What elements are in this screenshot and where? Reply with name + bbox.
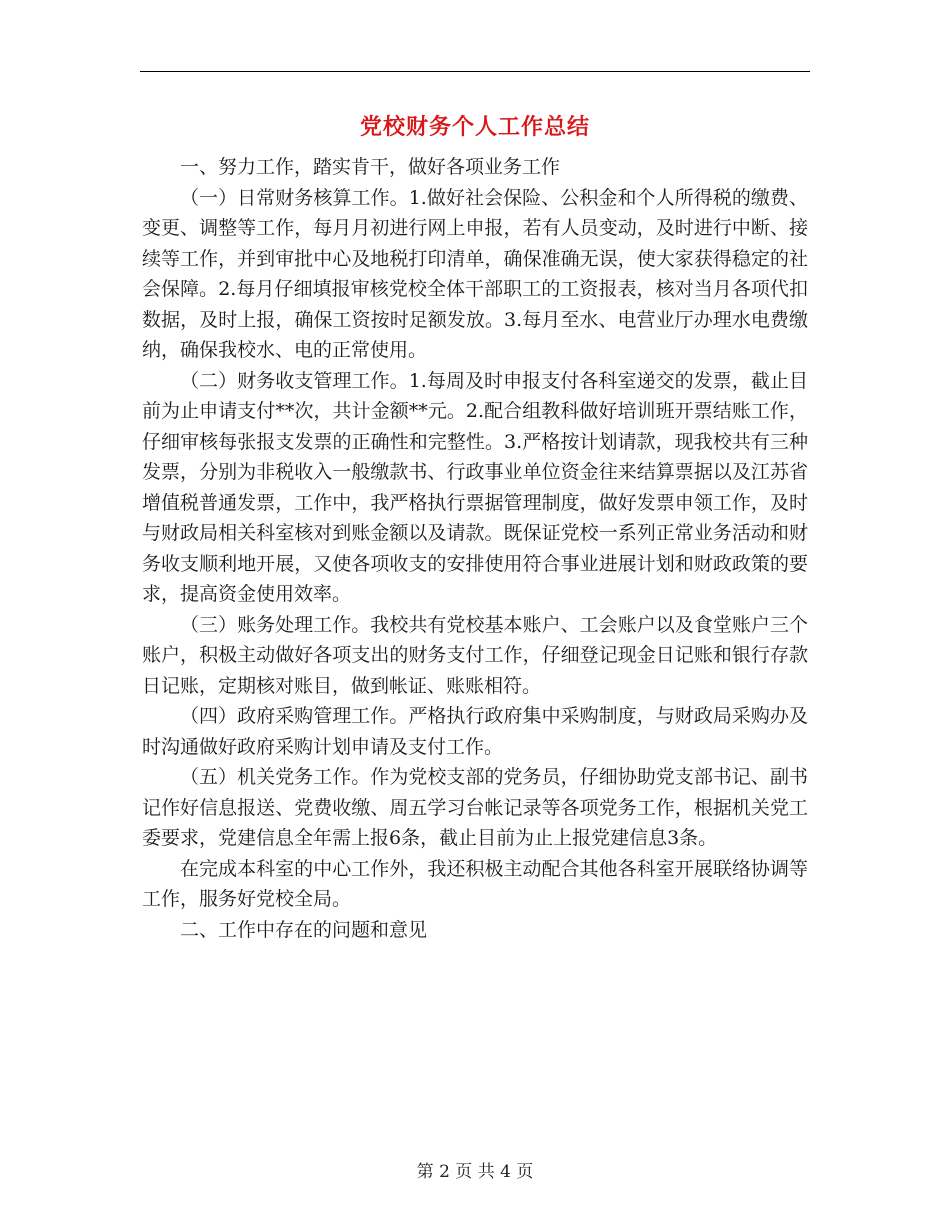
document-body bbox=[142, 152, 808, 945]
document-title: 党校财务个人工作总结 bbox=[359, 114, 590, 140]
header-rule bbox=[140, 71, 810, 72]
paragraph-procurement: （四）政府采购管理工作。严格执行政府集中采购制度，与财政局采购办及时沟通做好政府采购计划申请及支付工作。 bbox=[142, 705, 808, 758]
paragraph-bookkeeping: （三）账务处理工作。我校共有党校基本账户、工会账户以及食堂账户三个账户，积极主动做好各项支出的财务支付工作，仔细登记现金日记账和银行存款日记账，定期核对账目，做到帐证、账账相符。 bbox=[142, 613, 808, 697]
paragraph-party-affairs: （五）机关党务工作。作为党校支部的党务员，仔细协助党支部书记、副书记作好信息报送、党费收缴、周五学习台帐记录等各项党务工作，根据机关党工委要求，党建信息全年需上报6条，截止目前为止上报党建信息3条。 bbox=[142, 766, 808, 849]
paragraph-daily-accounting: （一）日常财务核算工作。1.做好社会保险、公积金和个人所得税的缴费、变更、调整等工作，每月月初进行网上申报，若有人员变动，及时进行中断、接续等工作，并到审批中心及地税打印清单，确保准确无误，使大家获得稳定的社会保障。2.每月仔细填报审核党校全体干部职工的工资报表，核对当月各项代扣数据，及时上报，确保工资按时足额发放。3.每月至水、电营业厅办理水电费缴纳，确保我校水、电的正常使用。 bbox=[142, 186, 808, 361]
paragraph-coordination: 在完成本科室的中心工作外，我还积极主动配合其他各科室开展联络协调等工作，服务好党校全局。 bbox=[142, 857, 808, 910]
page-footer: 第 2 页 共 4 页 bbox=[416, 1162, 534, 1182]
section-heading-1: 一、努力工作，踏实肯干，做好各项业务工作 bbox=[180, 156, 561, 178]
paragraph-income-expense: （二）财务收支管理工作。1.每周及时申报支付各科室递交的发票，截止目前为止申请支付**次，共计金额**元。2.配合组教科做好培训班开票结账工作，仔细审核每张报支发票的正确性和完整性。3.严格按计划请款，现我校共有三种发票，分别为非税收入一般缴款书、行政事业单位资金往来结算票据以及江苏省增值税普通发票，工作中，我严格执行票据管理制度，做好发票申领工作，及时与财政局相关科室核对到账金额以及请款。既保证党校一系列正常业务活动和财务收支顺利地开展，又使各项收支的安排使用符合事业进展计划和财政政策的要求，提高资金使用效率。 bbox=[142, 369, 808, 605]
section-heading-2: 二、工作中存在的问题和意见 bbox=[180, 918, 428, 941]
